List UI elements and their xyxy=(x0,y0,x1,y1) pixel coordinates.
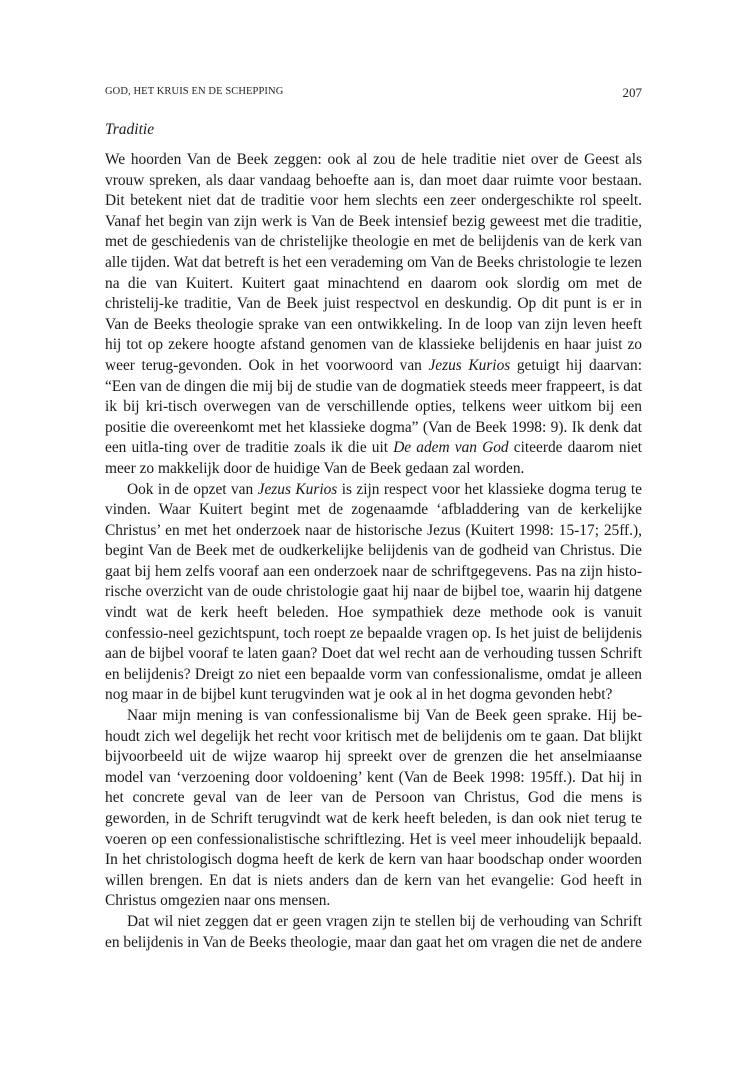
running-header xyxy=(105,86,642,102)
paragraph-1 xyxy=(105,150,642,480)
book-title-de-adem-van-god: De adem van God xyxy=(393,439,509,457)
running-title: GOD, HET KRUIS EN DE SCHEPPING xyxy=(105,86,284,97)
paragraph-2-text-a: Ook in de opzet van xyxy=(127,480,258,498)
paragraph-1-text-c: citeerde daarom niet meer zo makkelijk door de huidige Van de Beek gedaan zal worden. xyxy=(105,439,642,477)
book-title-jezus-kurios: Jezus Kurios xyxy=(257,480,338,498)
page-number: 207 xyxy=(622,85,642,100)
book-title-jezus-kurios: Jezus Kurios xyxy=(428,356,511,374)
book-page xyxy=(105,0,642,1068)
paragraph-3-text: Naar mijn mening is van confessionalisme bij Van de Beek geen sprake. Hij be-houdt zich wel degelijk het recht voor kritisch met de belijdenis om te gaan. Dat blijkt bijvoorbeeld uit de wijze waarop hij spreekt over de grenzen die het anselmiaanse model van ‘verzoening door voldoening’ kent (Van de Beek 1998: 195ff.). Dat hij in het concrete geval van de leer van de Persoon van Christus, God die mens is geworden, in de Schrift terugvindt wat de kerk heeft beleden, is dan ook niet terug te voeren op een confessionalistische schriftlezing. Het is veel meer inhoudelijk bepaald. In het christologisch dogma heeft de kerk de kern van haar boodschap onder woorden willen brengen. En dat is niets anders dan de kern van het evangelie: God heeft in Christus omgezien naar ons mensen. xyxy=(105,707,642,910)
paragraph-1-text-b: getuigt hij daarvan: “Een van de dingen die mij bij de studie van de dogmatiek steeds meer frappeert, is dat ik bij kri-tisch overwegen van de verschillende opties, telkens weer uitkom bij een positie die overeenkomt met het klassieke dogma” (Van de Beek 1998: 9). Ik denk dat een uitla-ting over de traditie zoals ik die uit xyxy=(105,356,642,457)
paragraph-2-text-b: is zijn respect voor het klassieke dogma terug te vinden. Waar Kuitert begint met de zogenaamde ‘afbladdering van de kerkelijke Christus’ en met het onderzoek naar de historische Jezus (Kuitert 1998: 15-17; 25ff.), begint Van de Beek met de oudkerkelijke belijdenis van de godheid van Christus. Die gaat bij hem zelfs vooraf aan een onderzoek naar de schriftgegevens. Pas na zijn histo-rische overzicht van de oude christologie gaat hij naar de bijbel toe, waarin hij datgene vindt wat de kerk heeft beleden. Hoe sympathiek deze methode ook is vanuit confessio-neel gezichtspunt, toch roept ze bepaalde vragen op. Is het juist de belijdenis aan de bijbel vooraf te laten gaan? Doet dat wel recht aan de verhouding tussen Schrift en belijdenis? Dreigt zo niet een bepaalde vorm van confessionalisme, omdat je alleen nog maar in de bijbel kunt terugvinden wat je ook al in het dogma gevonden hebt? xyxy=(105,480,642,704)
paragraph-2 xyxy=(105,480,642,707)
paragraph-4-text: Dat wil niet zeggen dat er geen vragen zijn te stellen bij de verhouding van Schrift en belijdenis in Van de Beeks theologie, maar dan gaat het om vragen die net de andere xyxy=(105,912,642,951)
section-title: Traditie xyxy=(105,121,155,138)
paragraph-1-text-a: We hoorden Van de Beek zeggen: ook al zou de hele traditie niet over de Geest als vrouw spreken, als daar vandaag behoefte aan is, dan moet daar ruimte voor bestaan. Dit betekent niet dat de traditie voor hem slechts een zeer ondergeschikte rol speelt. Vanaf het begin van zijn werk is Van de Beek intensief bezig geweest met die traditie, met de geschiedenis van de christelijke theologie en met de belijdenis van de kerk van alle tijden. Wat dat betreft is het een verademing om Van de Beeks christologie te lezen na die van Kuitert. Kuitert gaat minachtend en daarom ook slordig om met de christelij-ke traditie, Van de Beek juist respectvol en deskundig. Op dit punt is er in Van de Beeks theologie sprake van een ontwikkeling. In de loop van zijn leven heeft hij tot op zekere hoogte afstand genomen van de klassieke belijdenis en haar juist zo weer terug-gevonden. Ook in het voorwoord van xyxy=(105,151,642,374)
paragraph-3 xyxy=(105,706,642,912)
paragraph-4 xyxy=(105,912,642,953)
body-text xyxy=(105,150,642,953)
